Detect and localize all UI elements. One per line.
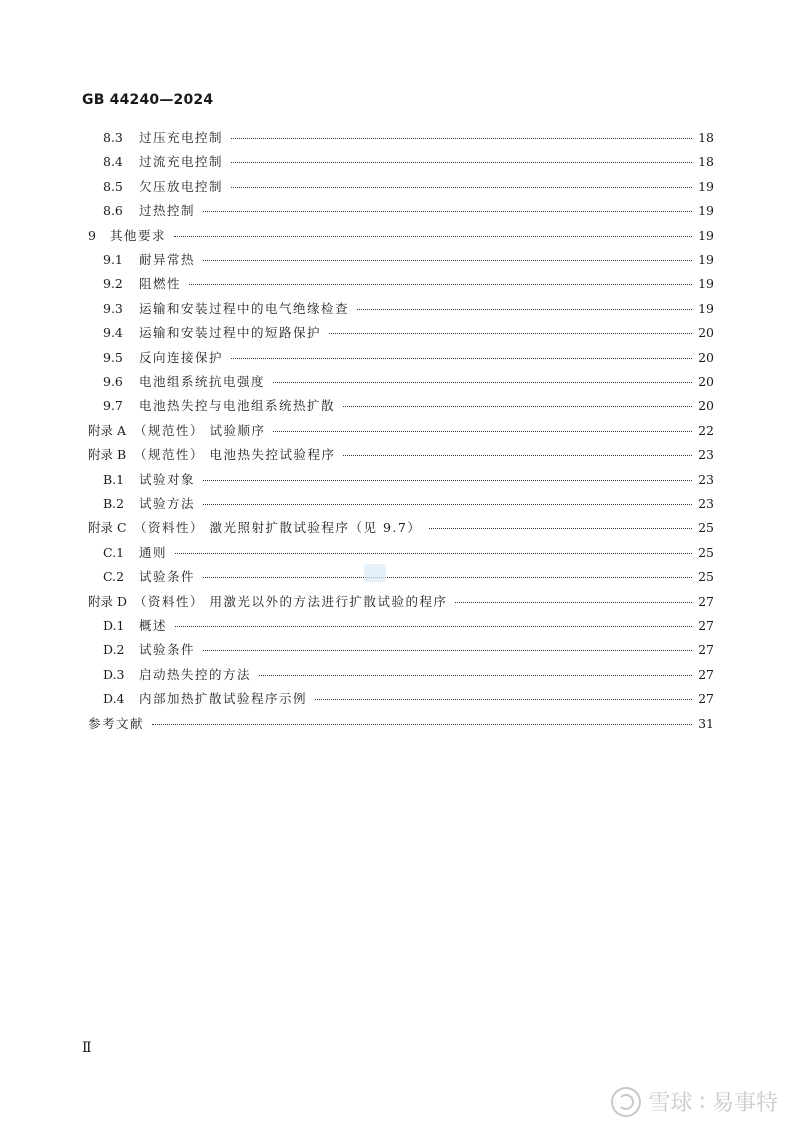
toc-entry-number: 9.5 bbox=[103, 349, 123, 365]
toc-entry-number: 8.4 bbox=[103, 154, 123, 170]
toc-dot-leader bbox=[273, 382, 692, 383]
toc-entry-page: 27 bbox=[698, 618, 714, 633]
toc-entry[interactable] bbox=[0, 712, 800, 736]
toc-entry-title: 其他要求 bbox=[110, 227, 167, 243]
toc-entry-page: 27 bbox=[698, 691, 714, 707]
toc-entry-title: （资料性） 用激光以外的方法进行扩散试验的程序 bbox=[134, 593, 448, 609]
toc-entry-page: 27 bbox=[698, 593, 714, 609]
toc-dot-leader bbox=[329, 333, 692, 334]
toc-entry[interactable] bbox=[0, 394, 800, 418]
toc-entry-page: 19 bbox=[698, 178, 714, 194]
toc-entry-number: 附录 A bbox=[88, 422, 127, 438]
toc-dot-leader bbox=[357, 309, 692, 310]
toc-entry-title: 反向连接保护 bbox=[139, 349, 224, 365]
toc-entry-page: 20 bbox=[698, 325, 714, 341]
toc-dot-leader bbox=[175, 553, 692, 554]
toc-entry-number: 8.5 bbox=[103, 178, 123, 194]
toc-entry-page: 23 bbox=[698, 471, 714, 487]
watermark-brand: 雪球 bbox=[648, 1091, 693, 1116]
toc-entry-title: 耐异常热 bbox=[139, 252, 196, 267]
toc-entry-page: 19 bbox=[698, 203, 714, 219]
toc-entry[interactable] bbox=[0, 468, 800, 492]
toc-dot-leader bbox=[203, 480, 692, 481]
toc-entry-title: 参考文献 bbox=[88, 715, 145, 731]
toc-dot-leader bbox=[429, 528, 692, 529]
toc-entry[interactable] bbox=[0, 638, 800, 662]
toc-dot-leader bbox=[231, 358, 692, 359]
toc-entry[interactable] bbox=[0, 541, 800, 565]
toc-entry[interactable] bbox=[0, 419, 800, 443]
toc-dot-leader bbox=[189, 284, 692, 285]
toc-entry-number: 附录 B bbox=[88, 447, 127, 463]
toc-dot-leader bbox=[152, 724, 692, 725]
toc-dot-leader bbox=[203, 577, 692, 578]
toc-entry[interactable] bbox=[0, 565, 800, 589]
toc-entry-title: 电池热失控与电池组系统热扩散 bbox=[139, 398, 336, 414]
toc-entry[interactable] bbox=[0, 590, 800, 614]
toc-dot-leader bbox=[175, 626, 692, 627]
toc-entry-number: C.1 bbox=[103, 544, 125, 560]
toc-dot-leader bbox=[343, 455, 692, 456]
toc-dot-leader bbox=[455, 602, 692, 603]
toc-entry[interactable] bbox=[0, 370, 800, 394]
toc-entry-number: 附录 D bbox=[88, 593, 127, 609]
toc-entry-page: 25 bbox=[698, 544, 714, 560]
toc-dot-leader bbox=[273, 431, 692, 432]
toc-entry-number: B.1 bbox=[103, 471, 125, 487]
toc-entry-title: 阻燃性 bbox=[139, 276, 182, 292]
toc-dot-leader bbox=[203, 504, 692, 505]
watermark bbox=[611, 1086, 778, 1117]
toc-entry[interactable] bbox=[0, 346, 800, 370]
toc-dot-leader bbox=[203, 260, 692, 261]
toc-entry-page: 31 bbox=[698, 715, 714, 731]
toc-entry-title: （资料性） 激光照射扩散试验程序（见 9.7） bbox=[134, 520, 422, 536]
toc-entry-page: 19 bbox=[698, 300, 714, 316]
toc-entry-title: 欠压放电控制 bbox=[139, 178, 224, 194]
toc-entry-title: 试验对象 bbox=[139, 471, 196, 487]
toc-entry[interactable] bbox=[0, 248, 800, 272]
toc-dot-leader bbox=[203, 211, 692, 212]
toc-entry-page: 23 bbox=[698, 496, 714, 511]
toc-entry-page: 19 bbox=[698, 252, 714, 267]
toc-entry-title: 过热控制 bbox=[139, 203, 196, 219]
toc-entry-number: 9.4 bbox=[103, 325, 123, 341]
toc-entry-title: 内部加热扩散试验程序示例 bbox=[139, 691, 308, 707]
toc-entry-number: C.2 bbox=[103, 569, 125, 585]
toc-entry-number: 8.6 bbox=[103, 203, 123, 219]
toc-entry[interactable] bbox=[0, 492, 800, 516]
toc-entry-title: 过压充电控制 bbox=[139, 130, 224, 145]
toc-entry-number: D.3 bbox=[103, 666, 125, 682]
toc-entry-number: D.1 bbox=[103, 618, 125, 633]
toc-entry-title: 运输和安装过程中的短路保护 bbox=[139, 325, 322, 341]
toc-entry-page: 20 bbox=[698, 374, 714, 389]
toc-entry-number: D.2 bbox=[103, 642, 125, 658]
toc-entry[interactable] bbox=[0, 297, 800, 321]
toc-entry[interactable] bbox=[0, 321, 800, 345]
toc-entry[interactable] bbox=[0, 175, 800, 199]
toc-entry-page: 27 bbox=[698, 642, 714, 658]
toc-entry-title: 运输和安装过程中的电气绝缘检查 bbox=[139, 300, 350, 316]
toc-entry-number: 附录 C bbox=[88, 520, 127, 536]
toc-entry-number: 9.6 bbox=[103, 374, 123, 389]
toc-entry[interactable] bbox=[0, 199, 800, 223]
snowball-logo-icon bbox=[611, 1087, 641, 1117]
toc-entry[interactable] bbox=[0, 516, 800, 540]
toc-entry-page: 25 bbox=[698, 520, 714, 536]
toc-dot-leader bbox=[343, 406, 692, 407]
toc-entry[interactable] bbox=[0, 224, 800, 248]
toc-entry-page: 18 bbox=[698, 130, 714, 145]
toc-dot-leader bbox=[174, 236, 692, 237]
toc-entry[interactable] bbox=[0, 443, 800, 467]
toc-entry-page: 19 bbox=[698, 227, 714, 243]
toc-dot-leader bbox=[231, 162, 692, 163]
toc-entry-title: 概述 bbox=[139, 618, 168, 633]
toc-dot-leader bbox=[231, 187, 692, 188]
toc-entry-page: 20 bbox=[698, 398, 714, 414]
toc-dot-leader bbox=[259, 675, 692, 676]
toc-entry[interactable] bbox=[0, 663, 800, 687]
toc-dot-leader bbox=[203, 650, 692, 651]
toc-entry-page: 22 bbox=[698, 422, 714, 438]
watermark-author: 易事特 bbox=[711, 1091, 778, 1116]
toc-entry-title: 通则 bbox=[139, 544, 168, 560]
toc-entry-title: 试验方法 bbox=[139, 496, 196, 511]
toc-entry-number: 9.2 bbox=[103, 276, 123, 292]
toc-entry-number: 9.7 bbox=[103, 398, 123, 414]
toc-entry-page: 19 bbox=[698, 276, 714, 292]
toc-entry[interactable] bbox=[0, 614, 800, 638]
toc-entry-title: （规范性） 电池热失控试验程序 bbox=[134, 447, 336, 463]
toc-entry-title: 启动热失控的方法 bbox=[139, 666, 252, 682]
toc-entry-title: 试验条件 bbox=[139, 569, 196, 585]
toc-dot-leader bbox=[231, 138, 692, 139]
toc-entry-page: 25 bbox=[698, 569, 714, 585]
toc-entry[interactable] bbox=[0, 126, 800, 150]
toc-entry-number: B.2 bbox=[103, 496, 125, 511]
toc-entry[interactable] bbox=[0, 150, 800, 174]
toc-entry-number: 9.3 bbox=[103, 300, 123, 316]
toc-entry-number: 8.3 bbox=[103, 130, 123, 145]
watermark-separator: : bbox=[698, 1089, 706, 1114]
toc-entry-title: 电池组系统抗电强度 bbox=[139, 374, 266, 389]
toc-entry-page: 23 bbox=[698, 447, 714, 463]
toc-entry-page: 20 bbox=[698, 349, 714, 365]
center-watermark-mark bbox=[364, 564, 386, 582]
toc-entry-number: 9 bbox=[88, 227, 96, 243]
toc-entry-page: 27 bbox=[698, 666, 714, 682]
toc-entry-number: D.4 bbox=[103, 691, 125, 707]
standard-code: GB 44240—2024 bbox=[82, 92, 214, 108]
toc-entry-title: （规范性） 试验顺序 bbox=[134, 422, 266, 438]
toc-entry[interactable] bbox=[0, 687, 800, 711]
toc-entry-title: 试验条件 bbox=[139, 642, 196, 658]
toc-entry-title: 过流充电控制 bbox=[139, 154, 224, 170]
toc-dot-leader bbox=[315, 699, 692, 700]
toc-entry[interactable] bbox=[0, 272, 800, 296]
toc-entry-page: 18 bbox=[698, 154, 714, 170]
page-number: Ⅱ bbox=[82, 1040, 92, 1056]
toc-entry-number: 9.1 bbox=[103, 252, 123, 267]
